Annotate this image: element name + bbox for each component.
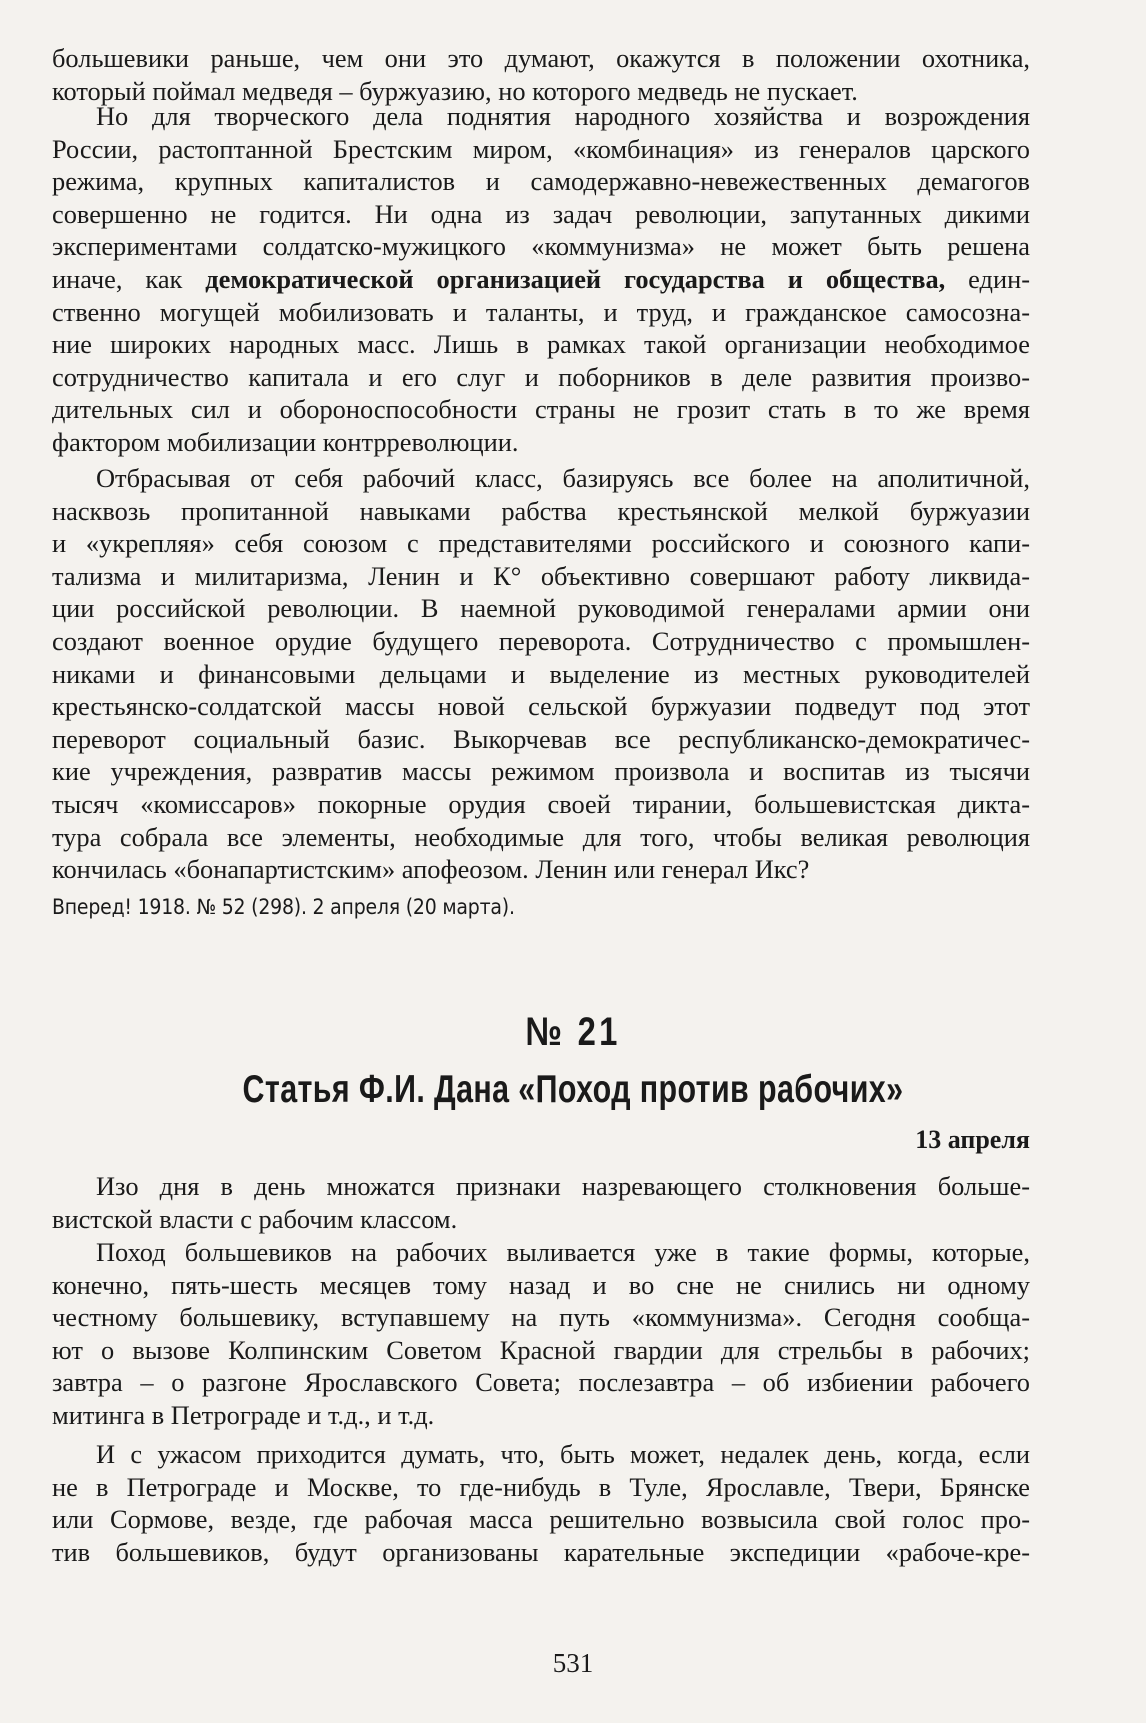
text-line: экспериментами солдатско-мужицкого «коммунизма» не может быть решена xyxy=(52,231,1030,262)
document-date: 13 апреля xyxy=(915,1125,1030,1154)
text-line: ют о вызове Колпинским Советом Красной гвардии для стрельбы в рабочих; xyxy=(52,1334,1030,1365)
paragraph-rejecting-workers xyxy=(52,462,1030,886)
text-line: который поймал медведя – буржуазию, но которого медведь не пускает. xyxy=(52,75,858,106)
paragraph-signs-of-clash xyxy=(52,1170,1030,1235)
text-line: никами и финансовыми дельцами и выделение из местных руководителей xyxy=(52,658,1030,689)
text-line: кончилась «бонапартистским» апофеозом. Ленин или генерал Икс? xyxy=(52,854,810,885)
text-line: ние широких народных масс. Лишь в рамках такой организации необходимое xyxy=(52,329,1030,360)
text-line: насквозь пропитанной навыками рабства крестьянской мелкой буржуазии xyxy=(52,495,1030,526)
text-line: тив большевиков, будут организованы карательные экспедиции «рабоче-кре- xyxy=(52,1536,1030,1567)
text-line: фактором мобилизации контрреволюции. xyxy=(52,426,519,457)
paragraph-continuation xyxy=(52,42,1030,107)
text-line: не в Петрограде и Москве, то где-нибудь в Туле, Ярославле, Твери, Брянске xyxy=(52,1471,1030,1502)
text-line: Изо дня в день множатся признаки назревающего столкновения больше- xyxy=(96,1171,1030,1201)
paragraph-campaign xyxy=(52,1236,1030,1432)
source-citation: Вперед! 1918. № 52 (298). 2 апреля (20 марта). xyxy=(52,895,515,919)
text-line: переворот социальный базис. Выкорчевав все республиканско-демократичес- xyxy=(52,723,1030,754)
text-line: дительных сил и обороноспособности страны не грозит стать в то же время xyxy=(52,394,1030,425)
text-line: совершенно не годится. Ни одна из задач революции, запутанных дикими xyxy=(52,198,1030,229)
text-line: завтра – о разгоне Ярославского Совета; послезавтра – об избиении рабочего xyxy=(52,1367,1030,1398)
paragraph-creative-work xyxy=(52,100,1030,459)
text-line: вистской власти с рабочим классом. xyxy=(52,1203,458,1234)
text-line: честному большевику, вступавшему на путь «коммунизма». Сегодня сообща- xyxy=(52,1302,1030,1333)
text-line: и «укрепляя» себя союзом с представителями российского и союзного капи- xyxy=(52,528,1030,559)
text-line: кие учреждения, развратив массы режимом произвола и воспитав из тысячи xyxy=(52,756,1030,787)
text-line: России, растоптанной Брестским миром, «комбинация» из генералов царского xyxy=(52,133,1030,164)
text-line: тысяч «комиссаров» покорные орудия своей тирании, большевистская дикта- xyxy=(52,788,1030,819)
document-title: Статья Ф.И. Дана «Поход против рабочих» xyxy=(242,1068,904,1111)
text-line: конечно, пять-шесть месяцев тому назад и во сне не снились ни одному xyxy=(52,1269,1030,1300)
text-line: тализма и милитаризма, Ленин и К° объективно совершают работу ликвида- xyxy=(52,560,1030,591)
text-line: большевики раньше, чем они это думают, окажутся в положении охотника, xyxy=(52,43,1030,73)
text-line: митинга в Петрограде и т.д., и т.д. xyxy=(52,1399,435,1430)
text-line: режима, крупных капиталистов и самодержавно-невежественных демагогов xyxy=(52,166,1030,197)
text-line: тура собрала все элементы, необходимые для того, чтобы великая революция xyxy=(52,821,1030,852)
page-number: 531 xyxy=(552,1648,594,1678)
text-line: Поход большевиков на рабочих выливается уже в такие формы, которые, xyxy=(96,1237,1030,1267)
text-line: крестьянско-солдатской массы новой сельской буржуазии подведут под этот xyxy=(52,691,1030,722)
document-number: № 21 xyxy=(525,1010,621,1054)
emphasis-text: демократической организацией государства и общества, xyxy=(205,263,946,294)
text-line: создают военное орудие будущего переворота. Сотрудничество с промышлен- xyxy=(52,625,1030,656)
text-line: ственно могущей мобилизовать и таланты, и труд, и гражданское самосозна- xyxy=(52,296,1030,327)
paragraph-horror xyxy=(52,1438,1030,1568)
text-line: И с ужасом приходится думать, что, быть может, недалек день, когда, если xyxy=(96,1439,1030,1469)
text-line-with-emphasis: иначе, как демократической организацией государства и общества, един- xyxy=(52,263,1030,294)
text-line: Отбрасывая от себя рабочий класс, базируясь все более на аполитичной, xyxy=(96,463,1030,493)
text-line: ции российской революции. В наемной руководимой генералами армии они xyxy=(52,593,1030,624)
text-line: Но для творческого дела поднятия народного хозяйства и возрождения xyxy=(96,101,1030,131)
text-line: или Сормове, везде, где рабочая масса решительно возвысила свой голос про- xyxy=(52,1504,1030,1535)
text-line: сотрудничество капитала и его слуг и поборников в деле развития произво- xyxy=(52,361,1030,392)
